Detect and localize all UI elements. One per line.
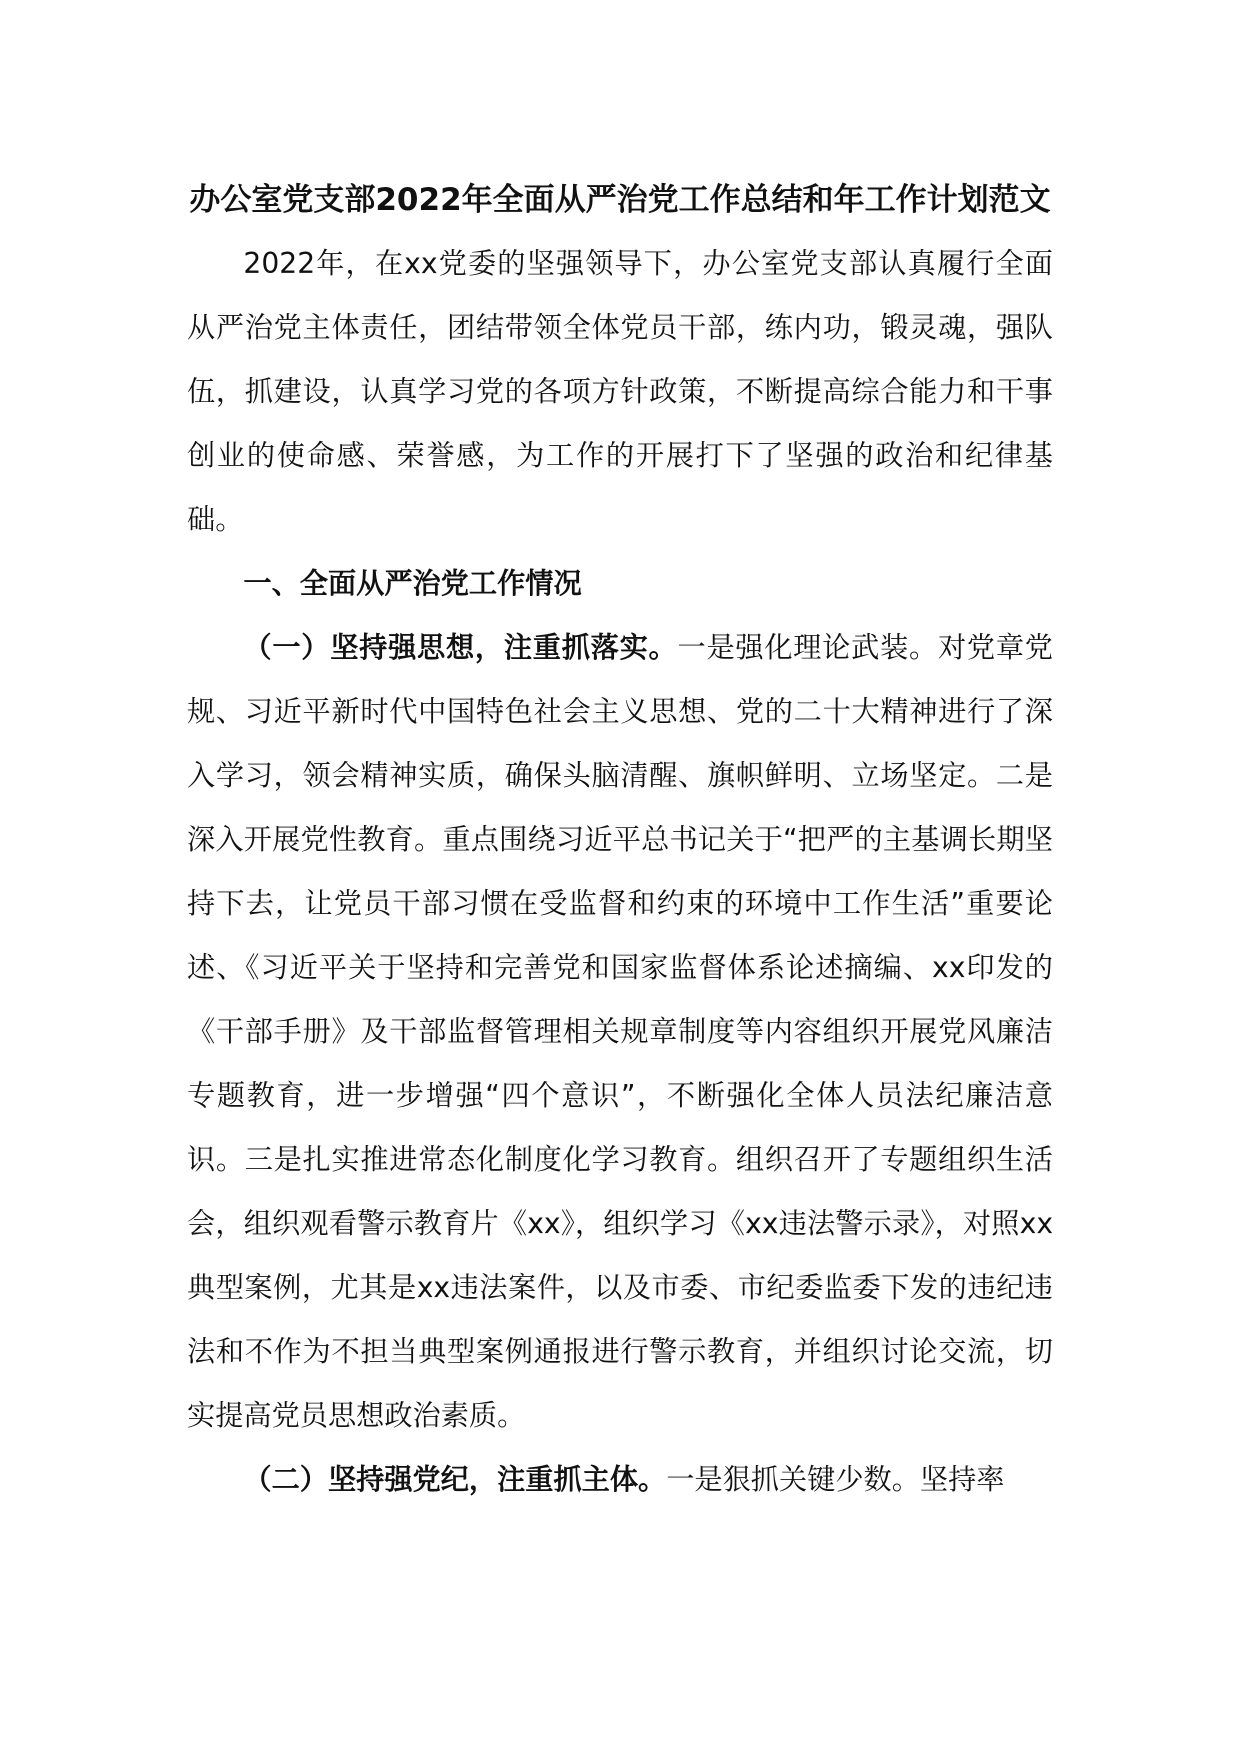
- document-title: 办公室党支部2022年全面从严治党工作总结和年工作计划范文: [189, 182, 1051, 218]
- subsection-paragraph-2: [187, 1448, 1053, 1512]
- subsection-lead-1: （一）坚持强思想，注重抓落实。: [243, 631, 678, 664]
- section-heading: 一、全面从严治党工作情况: [243, 567, 582, 600]
- subsection-text-1: 一是强化理论武装。对党章党规、习近平新时代中国特色社会主义思想、党的二十大精神进行了深入学习，领会精神实质，确保头脑清醒、旗帜鲜明、立场坚定。二是深入开展党性教育。重点围绕习近平总书记关于“把严的主基调长期坚持下去，让党员干部习惯在受监督和约束的环境中工作生活”重要论述、《习近平关于坚持和完善党和国家监督体系论述摘编、xx印发的《干部手册》及干部监督管理相关规章制度等内容组织开展党风廉洁专题教育，进一步增强“四个意识”，不断强化全体人员法纪廉洁意识。三是扎实推进常态化制度化学习教育。组织召开了专题组织生活会，组织观看警示教育片《xx》，组织学习《xx违法警示录》，对照xx典型案例，尤其是xx违法案件，以及市委、市纪委监委下发的违纪违法和不作为不担当典型案例通报进行警示教育，并组织讨论交流，切实提高党员思想政治素质。: [187, 631, 1053, 1432]
- subsection-lead-2: （二）坚持强党纪，注重抓主体。: [243, 1463, 667, 1496]
- document-body: [187, 168, 1053, 1512]
- subsection-text-2: 一是狠抓关键少数。坚持率: [666, 1463, 1005, 1496]
- intro-paragraph: 2022年，在xx党委的坚强领导下，办公室党支部认真履行全面从严治党主体责任，团结带领全体党员干部，练内功，锻灵魂，强队伍，抓建设，认真学习党的各项方针政策，不断提高综合能力和干事创业的使命感、荣誉感，为工作的开展打下了坚强的政治和纪律基础。: [187, 247, 1053, 536]
- subsection-paragraph-1: [187, 616, 1053, 1448]
